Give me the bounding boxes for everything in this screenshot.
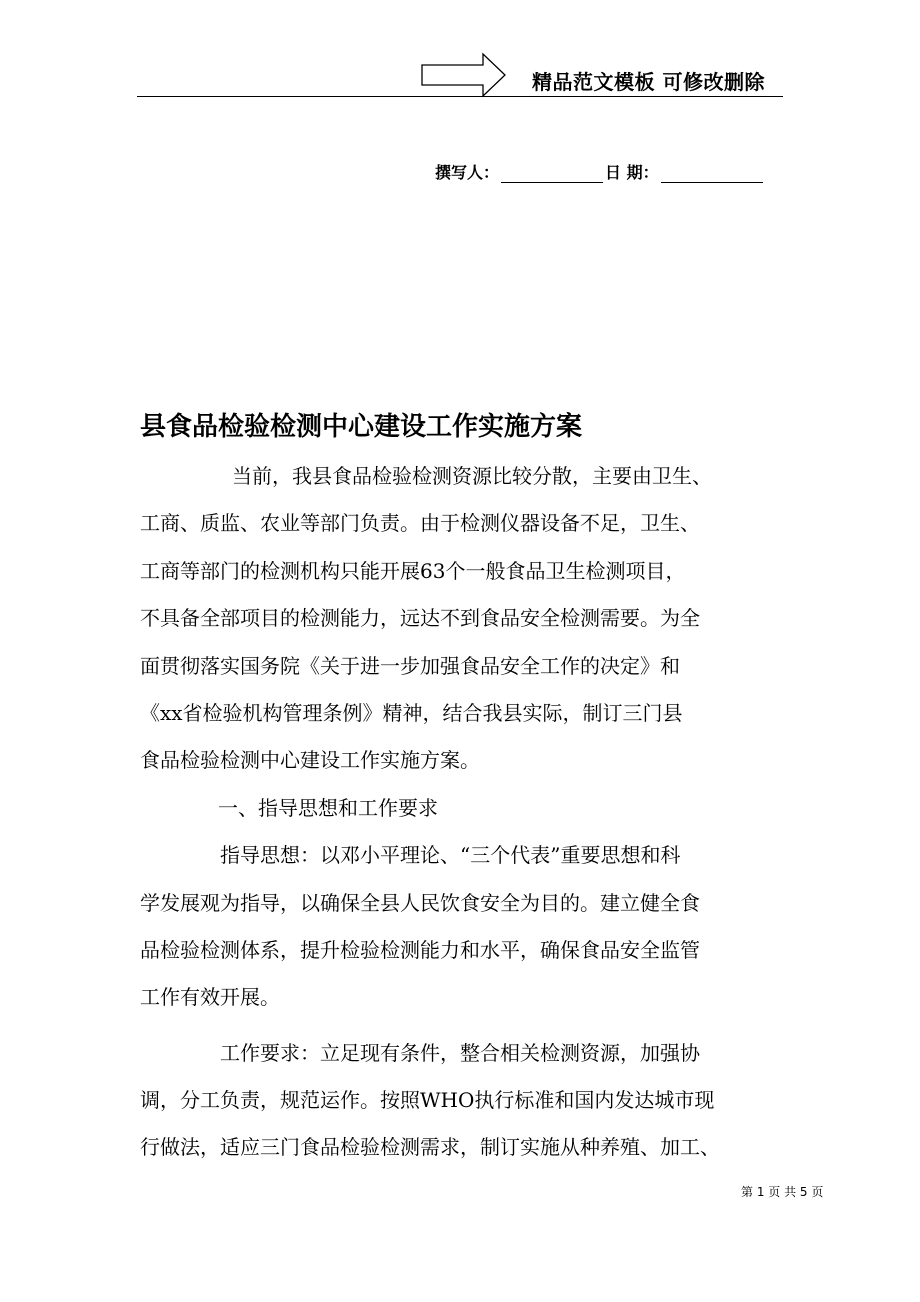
header-rule	[137, 96, 783, 97]
body-line: 学发展观为指导，以确保全县人民饮食安全为目的。建立健全食	[140, 890, 700, 915]
body-line: 食品检验检测中心建设工作实施方案。	[140, 748, 480, 773]
body-line: 《xx省检验机构管理条例》精神，结合我县实际，制订三门县	[140, 700, 683, 725]
meta-line	[435, 160, 765, 183]
body-line: 工作有效开展。	[140, 985, 280, 1010]
section-heading: 一、指导思想和工作要求	[218, 795, 438, 820]
body-line: 工作要求：立足现有条件，整合相关检测资源，加强协	[220, 1040, 700, 1065]
body-line: 行做法，适应三门食品检验检测需求，制订实施从种养殖、加工、	[140, 1135, 720, 1160]
body-line: 面贯彻落实国务院《关于进一步加强食品安全工作的决定》和	[140, 653, 680, 678]
header-label: 精品范文模板 可修改删除	[532, 70, 765, 94]
document-body	[140, 453, 785, 1172]
body-line: 工商、质监、农业等部门负责。由于检测仪器设备不足，卫生、	[140, 511, 700, 536]
author-blank	[501, 164, 603, 183]
body-line: 当前，我县食品检验检测资源比较分散，主要由卫生、	[232, 464, 712, 488]
body-line: 品检验检测体系，提升检验检测能力和水平，确保食品安全监管	[140, 937, 700, 962]
date-blank	[661, 164, 763, 183]
page-header	[137, 52, 783, 98]
author-label: 撰写人：	[435, 163, 500, 182]
document-title: 县食品检验检测中心建设工作实施方案	[140, 412, 583, 442]
body-line: 工商等部门的检测机构只能开展63个一般食品卫生检测项目，	[140, 558, 686, 583]
arrow-right-icon	[421, 52, 507, 98]
date-label: 日 期：	[605, 163, 659, 182]
body-line: 指导思想：以邓小平理论、“三个代表”重要思想和科	[220, 843, 681, 868]
page-number: 第 1 页 共 5 页	[741, 1185, 824, 1199]
body-line: 调，分工负责，规范运作。按照WHO执行标准和国内发达城市现	[140, 1088, 715, 1113]
body-line: 不具备全部项目的检测能力，远达不到食品安全检测需要。为全	[140, 606, 700, 631]
